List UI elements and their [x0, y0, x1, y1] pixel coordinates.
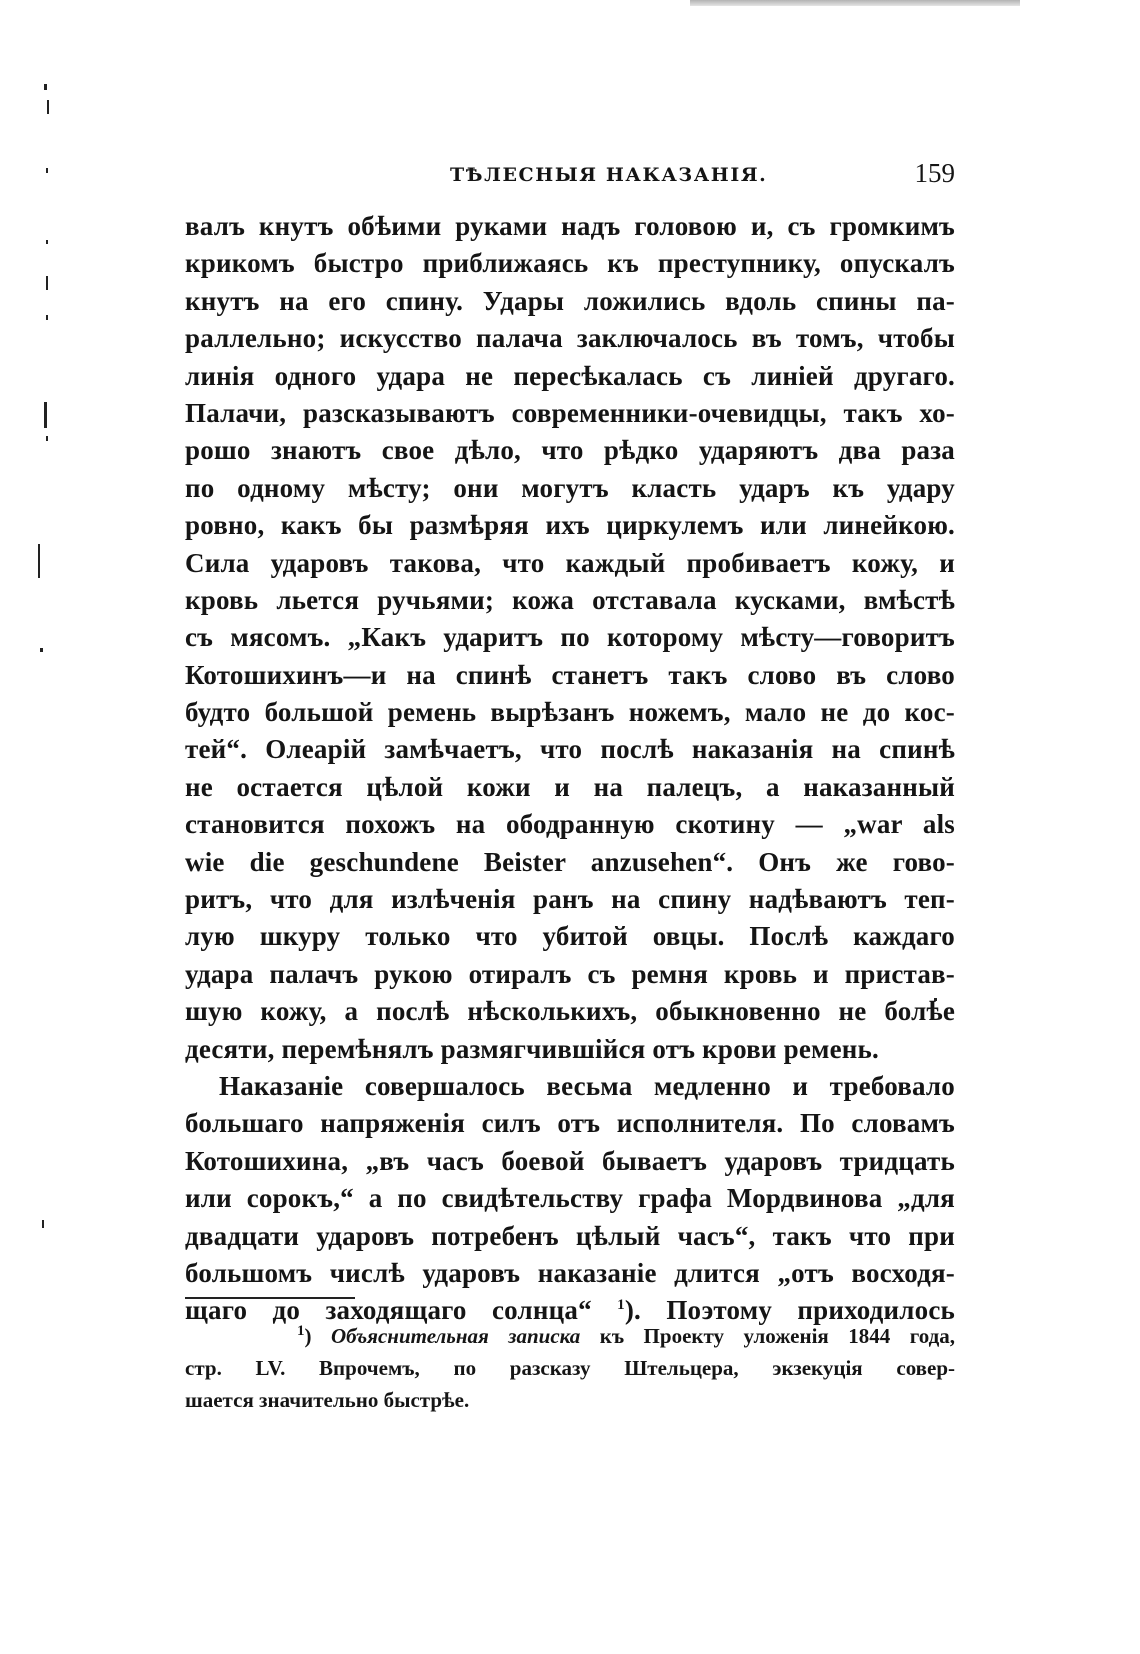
text-line: лую шкуру только что убитой овцы. Послѣ каждаго	[185, 921, 955, 952]
text-line: кнутъ на его спину. Удары ложились вдоль спины па-	[185, 285, 955, 316]
footnote-reference: 1	[617, 1297, 625, 1314]
footnote-line	[185, 1320, 955, 1352]
running-title: ТѢЛЕСНЫЯ НАКАЗАНІЯ.	[450, 164, 768, 186]
text-line: раллельно; искусство палача заключалось въ томъ, чтобы	[185, 323, 955, 354]
text-line: Котошихина, „въ часъ боевой бываетъ ударовъ тридцать	[185, 1145, 955, 1176]
text-segment: щаго до заходящаго солнца“	[185, 1295, 592, 1326]
footnote	[185, 1320, 955, 1416]
text-line: ровно, какъ бы размѣряя ихъ циркулемъ или линейкою.	[185, 510, 955, 541]
text-line: становится похожъ на ободранную скотину — „war als	[185, 809, 955, 840]
scan-speck	[46, 276, 48, 290]
page-number: 159	[914, 158, 955, 188]
text-line: Котошихинъ—и на спинѣ станетъ такъ слово въ слово	[185, 659, 955, 690]
footnote-title: Объяснительная записка	[330, 1324, 581, 1348]
text-line: wie die geschundene Beister anzusehen“. Онъ же гово-	[185, 846, 955, 877]
footnote-mark: 1	[297, 1323, 305, 1339]
text-line: удара палачъ рукою отиралъ съ ремня кровь и пристав-	[185, 958, 955, 989]
scan-speck	[46, 436, 48, 441]
text-line: тей“. Олеарій замѣчаетъ, что послѣ наказанія на спинѣ	[185, 734, 955, 765]
footnote-divider	[185, 1297, 355, 1299]
scan-speck	[46, 240, 48, 244]
scan-speck	[46, 315, 48, 320]
scan-speck	[44, 402, 47, 428]
footnote-text: къ Проекту уложенія 1844 года,	[580, 1324, 955, 1348]
text-line: Сила ударовъ такова, что каждый пробиваетъ кожу, и	[185, 547, 955, 578]
text-line: по одному мѣсту; они могутъ класть ударъ къ удару	[185, 472, 955, 503]
text-line: кровь льется ручьями; кожа отставала кусками, вмѣстѣ	[185, 584, 955, 615]
text-line: ритъ, что для излѣченія ранъ на спину надѣваютъ теп-	[185, 884, 955, 915]
text-line: не остается цѣлой кожи и на палецъ, а наказанный	[185, 771, 955, 802]
text-line: десяти, перемѣнялъ размягчившійся отъ крови ремень.	[185, 1033, 879, 1064]
text-line: рошо знаютъ свое дѣло, что рѣдко ударяютъ два раза	[185, 435, 955, 466]
scan-speck	[38, 544, 40, 578]
text-line: крикомъ быстро приближаясь къ преступнику, опускалъ	[185, 248, 955, 279]
footnote-mark-close: )	[304, 1324, 312, 1348]
text-line: Палачи, разсказываютъ современники-очевидцы, такъ хо-	[185, 397, 955, 428]
scan-speck	[42, 1220, 44, 1228]
scan-speck	[46, 168, 48, 173]
text-line: Наказаніе совершалось весьма медленно и требовало	[219, 1070, 955, 1101]
scan-speck	[44, 84, 47, 90]
text-line: шую кожу, а послѣ нѣсколькихъ, обыкновенно не болѣе	[185, 996, 955, 1027]
footnote-line: шается значительно быстрѣе.	[185, 1388, 470, 1412]
running-header	[185, 158, 955, 198]
footnote-line: стр. LV. Впрочемъ, по разсказу Штельцера, экзекуція совер-	[185, 1356, 955, 1380]
text-line: большомъ числѣ ударовъ наказаніе длится „отъ восходя-	[185, 1257, 955, 1288]
scan-edge-artifact	[690, 0, 1020, 6]
text-line: будто большой ремень вырѣзанъ ножемъ, мало не до кос-	[185, 697, 955, 728]
text-line: большаго напряженія силъ отъ исполнителя. По словамъ	[185, 1108, 955, 1139]
scan-speck	[47, 100, 49, 114]
body-text	[185, 208, 955, 1330]
text-line: двадцати ударовъ потребенъ цѣлый часъ“, такъ что при	[185, 1220, 955, 1251]
scan-speck	[40, 648, 43, 652]
text-line: или сорокъ,“ а по свидѣтельству графа Мордвинова „для	[185, 1183, 955, 1214]
text-line: съ мясомъ. „Какъ ударитъ по которому мѣсту—говоритъ	[185, 622, 955, 653]
text-segment: ). Поэтому приходилось	[624, 1295, 956, 1326]
text-line: линія одного удара не пересѣкалась съ линіей другаго.	[185, 360, 955, 391]
text-line: валъ кнутъ обѣими руками надъ головою и, съ громкимъ	[185, 211, 955, 241]
